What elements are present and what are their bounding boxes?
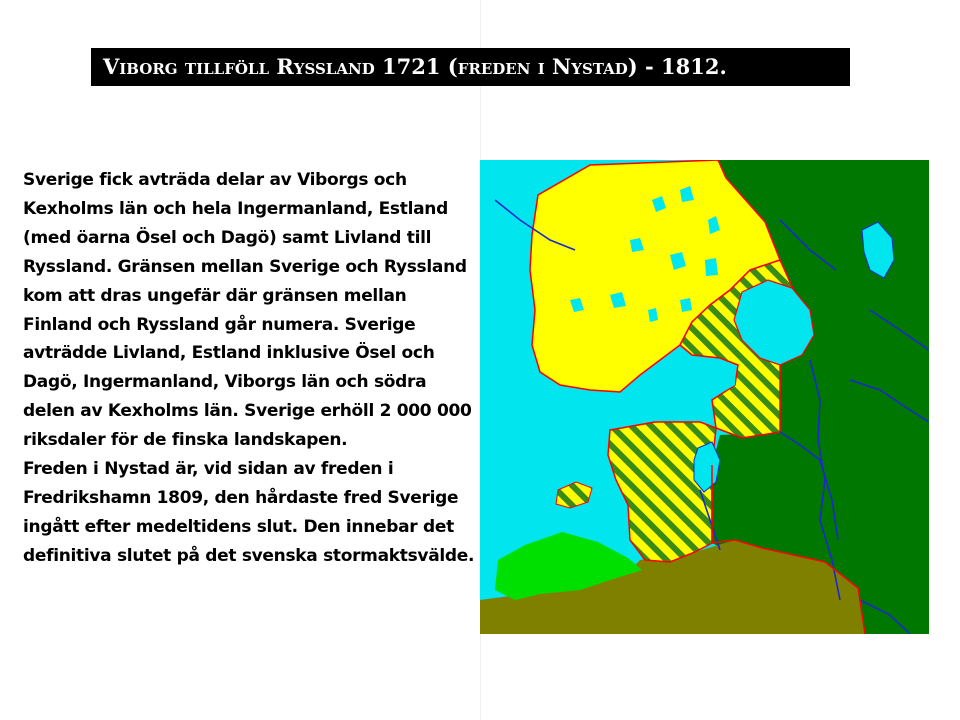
lake — [705, 258, 718, 276]
body-text — [23, 166, 478, 571]
historical-map — [480, 160, 929, 634]
paragraph-cession: Sverige fick avträda delar av Viborgs och Kexholms län och hela Ingermanland, Estland (med öarna Ösel och Dagö) samt Livland till Ryssland. Gränsen mellan Sverige och Ryssland kom att dras ungefär där gränsen mellan Finland och Ryssland går numera. Sverige avträdde Livland, Estland inklusive Ösel och Dagö, Ingermanland, Viborgs län och södra delen av Kexholms län. Sverige erhöll 2 000 000 riksdaler för de finska landskapen. — [23, 170, 472, 451]
slide-title: Viborg tillföll Ryssland 1721 (freden i Nystad) - 1812. — [91, 48, 850, 86]
lake — [680, 298, 692, 312]
paragraph-nystad-peace: Freden i Nystad är, vid sidan av freden i Fredrikshamn 1809, den hårdaste fred Sverige ingått efter medeltidens slut. Den innebar det definitiva slutet på det svenska stormaktsvälde. — [23, 459, 475, 566]
